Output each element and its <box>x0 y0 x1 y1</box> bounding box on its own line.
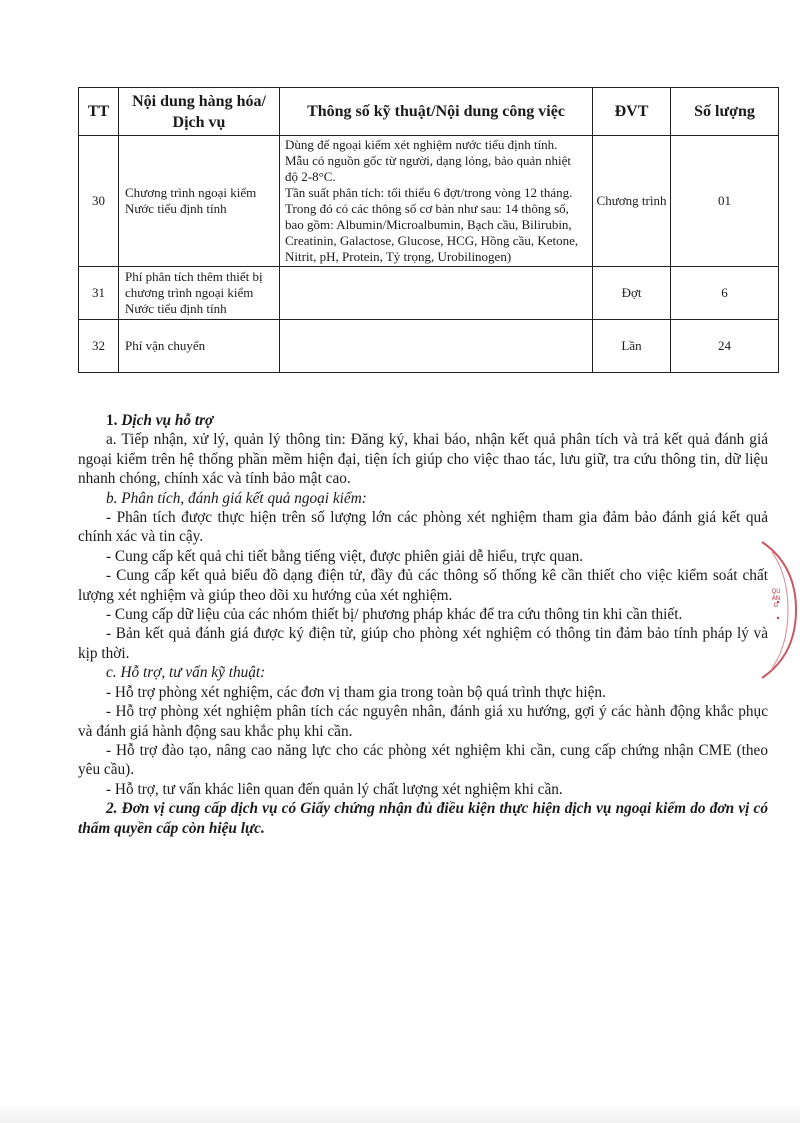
section-1a: a. Tiếp nhận, xử lý, quản lý thông tin: Đăng ký, khai báo, nhận kết quả phân tích và trả kết quả đánh giá ngoại kiểm trên hệ thống phần mềm hiện đại, tiện ích giúp cho việc thao tác, lưu giữ, tra cứu thông tin, dữ liệu nhanh chóng, chính xác và tính bảo mật cao. <box>78 431 768 488</box>
list-item: - Cung cấp kết quả biểu đồ dạng điện tử, đầy đủ các thông số thống kê cần thiết cho việc kiểm soát chất lượng xét nghiệm và giúp theo dõi xu hướng của xét nghiệm. <box>78 567 768 604</box>
header-spec: Thông số kỹ thuật/Nội dung công việc <box>280 88 593 136</box>
row-name: Phí phân tích thêm thiết bị chương trình ngoại kiểm Nước tiểu định tính <box>119 267 280 320</box>
spec-line: Tần suất phân tích: tối thiểu 6 đợt/trong vòng 12 tháng. <box>285 185 573 200</box>
list-item: - Cung cấp kết quả chi tiết bằng tiếng việt, được phiên giải dễ hiểu, trực quan. <box>106 547 584 565</box>
row-tt: 30 <box>79 136 119 267</box>
spec-line: Mẫu có nguồn gốc từ người, dạng lỏng, bảo quản nhiệt độ 2-8°C. <box>285 153 571 184</box>
row-name: Chương trình ngoại kiểm Nước tiểu định tính <box>119 136 280 267</box>
red-seal-stamp <box>756 540 800 680</box>
table-row <box>79 136 779 267</box>
section-1-number: 1. <box>106 412 118 429</box>
row-tt: 31 <box>79 267 119 320</box>
section-1b-title: b. Phân tích, đánh giá kết quả ngoại kiểm: <box>106 489 367 507</box>
list-item: - Bản kết quả đánh giá được ký điện tử, giúp cho phòng xét nghiệm có thông tin đảm bảo tính pháp lý và kịp thời. <box>78 625 768 662</box>
spec-table <box>78 87 779 373</box>
header-name: Nội dung hàng hóa/ Dịch vụ <box>119 88 280 136</box>
table-row <box>79 320 779 373</box>
row-spec-empty <box>280 267 593 320</box>
row-unit: Đợt <box>593 267 671 320</box>
table-header-row <box>79 88 779 136</box>
section-1-heading <box>78 411 768 430</box>
row-spec-empty <box>280 320 593 373</box>
section-1-title: Dịch vụ hỗ trợ <box>121 412 214 429</box>
row-qty: 24 <box>671 320 779 373</box>
row-qty: 01 <box>671 136 779 267</box>
spec-line: Trong đó có các thông số cơ bản như sau: 14 thông số, bao gồm: Albumin/Microalbumin, Bạch cầu, Bilirubin, Creatinin, Galactose, Glucose, HCG, Hồng cầu, Ketone, Nitrit, pH, Protein, Tỷ trọng, Urobilinogen) <box>285 201 579 264</box>
row-unit: Lần <box>593 320 671 373</box>
row-name: Phí vận chuyển <box>119 320 280 373</box>
stamp-text: QUẢNG <box>771 588 781 609</box>
list-item: - Hỗ trợ đào tạo, nâng cao năng lực cho các phòng xét nghiệm khi cần, cung cấp chứng nhận CME (theo yêu cầu). <box>78 741 768 779</box>
table-row <box>79 267 779 320</box>
section-1c-title: c. Hỗ trợ, tư vấn kỹ thuật: <box>106 664 266 682</box>
body-text <box>78 411 768 838</box>
row-unit: Chương trình <box>593 136 671 267</box>
row-spec <box>280 136 593 267</box>
row-tt: 32 <box>79 320 119 373</box>
spec-line: Dùng để ngoại kiểm xét nghiệm nước tiểu định tính. <box>285 137 558 152</box>
list-item: - Phân tích được thực hiện trên số lượng lớn các phòng xét nghiệm tham gia đảm bảo đánh giá kết quả chính xác và tin cậy. <box>78 509 768 546</box>
row-qty: 6 <box>671 267 779 320</box>
header-tt: TT <box>79 88 119 136</box>
list-item: - Hỗ trợ, tư vấn khác liên quan đến quản lý chất lượng xét nghiệm khi cần. <box>106 780 563 798</box>
list-item: - Hỗ trợ phòng xét nghiệm phân tích các nguyên nhân, đánh giá xu hướng, gợi ý các hành động khắc phục và đánh giá hành động sau khắc phụ khi cần. <box>78 703 768 740</box>
header-qty: Số lượng <box>671 88 779 136</box>
scan-edge <box>0 1104 800 1123</box>
header-unit: ĐVT <box>593 88 671 136</box>
list-item: - Hỗ trợ phòng xét nghiệm, các đơn vị tham gia trong toàn bộ quá trình thực hiện. <box>106 683 606 701</box>
list-item: - Cung cấp dữ liệu của các nhóm thiết bị/ phương pháp khác để tra cứu thông tin khi cần thiết. <box>106 606 683 624</box>
section-2: 2. Đơn vị cung cấp dịch vụ có Giấy chứng nhận đủ điều kiện thực hiện dịch vụ ngoại kiểm do đơn vị có thẩm quyền cấp còn hiệu lực. <box>78 800 768 837</box>
